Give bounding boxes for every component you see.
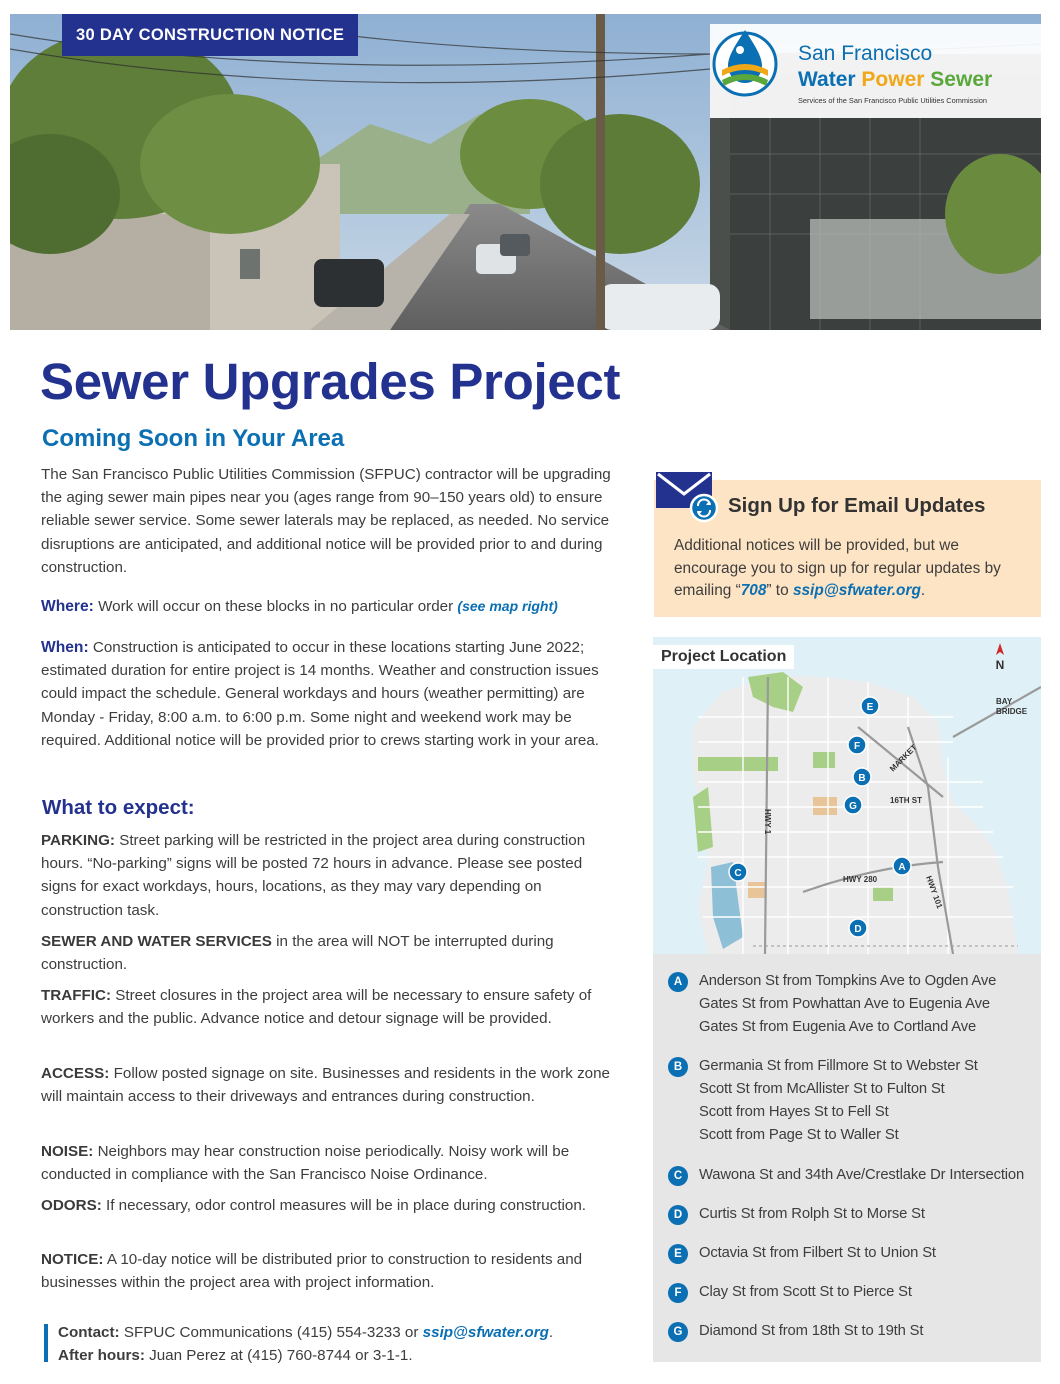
contact-block bbox=[58, 1321, 553, 1367]
expect-item-traffic bbox=[41, 984, 611, 1030]
project-location-map[interactable] bbox=[653, 637, 1041, 954]
location-line: Gates St from Powhattan Ave to Eugenia Ave bbox=[699, 996, 990, 1012]
location-badge: D bbox=[668, 1205, 688, 1225]
where-text: Work will occur on these blocks in no particular order bbox=[98, 598, 454, 615]
sf-water-power-sewer-logo bbox=[710, 24, 1041, 118]
expect-text: A 10-day notice will be distributed prior to construction to residents and businesses within the project area with project information. bbox=[41, 1251, 583, 1292]
signup-text-a: Additional notices will be provided, but we encourage you to sign up for regular updates by emailing “ bbox=[674, 537, 1001, 599]
expect-label: NOTICE: bbox=[41, 1251, 104, 1268]
expect-item-odors bbox=[41, 1194, 611, 1217]
location-line: Diamond St from 18th St to 19th St bbox=[699, 1323, 924, 1339]
map-north-label: N bbox=[995, 658, 1005, 672]
expect-text: Follow posted signage on site. Businesses and residents in the work zone will maintain access to their driveways and entrances during construction. bbox=[41, 1065, 611, 1106]
map-hwy101-label: HWY 101 bbox=[924, 874, 945, 910]
map-marker-e-label: E bbox=[866, 702, 874, 713]
expect-item-access bbox=[41, 1062, 611, 1108]
contact-label: Contact: bbox=[58, 1324, 120, 1341]
expect-item-services bbox=[41, 930, 611, 976]
map-marker-g-label: G bbox=[849, 801, 857, 812]
expect-label: NOISE: bbox=[41, 1143, 94, 1160]
location-badge: G bbox=[668, 1322, 688, 1342]
signup-text bbox=[674, 535, 1024, 603]
page-title: Sewer Upgrades Project bbox=[40, 353, 621, 410]
location-line: Germania St from Fillmore St to Webster St bbox=[699, 1058, 978, 1074]
contact-period: . bbox=[548, 1324, 554, 1341]
location-badge: C bbox=[668, 1166, 688, 1186]
hero-photo bbox=[10, 14, 1041, 330]
logo-word-power: Power bbox=[861, 68, 925, 91]
signup-code: 708 bbox=[740, 582, 767, 599]
construction-notice-banner: 30 DAY CONSTRUCTION NOTICE bbox=[62, 14, 358, 56]
expect-label: TRAFFIC: bbox=[41, 987, 112, 1004]
intro-paragraph: The San Francisco Public Utilities Commission (SFPUC) contractor will be upgrading the aging sewer main pipes near you (ages range from 90–150 years old) to ensure reliable sewer service. Some sewer laterals may be replaced, as needed. No service disruptions are anticipated, and additional notice will be provided prior to and during construction. bbox=[41, 466, 611, 576]
email-envelope-icon bbox=[655, 468, 719, 524]
map-hwy280-label: HWY 280 bbox=[843, 875, 878, 884]
where-paragraph bbox=[41, 595, 613, 618]
signup-title: Sign Up for Email Updates bbox=[728, 494, 986, 517]
contact-email-link[interactable]: ssip@sfwater.org bbox=[422, 1324, 549, 1341]
where-label: Where: bbox=[41, 598, 94, 615]
location-line: Scott St from McAllister St to Fulton St bbox=[699, 1081, 945, 1097]
after-hours-label: After hours: bbox=[58, 1347, 145, 1364]
location-line: Scott from Page St to Waller St bbox=[699, 1127, 899, 1143]
location-badge: A bbox=[668, 972, 688, 992]
location-line: Curtis St from Rolph St to Morse St bbox=[699, 1206, 925, 1222]
map-marker-f-label: F bbox=[853, 741, 861, 752]
logo-tagline: Services of the San Francisco Public Utilities Commission bbox=[798, 96, 987, 105]
expect-label: PARKING: bbox=[41, 832, 115, 849]
expect-text: Street closures in the project area will be necessary to ensure safety of workers and the public. Advance notice and detour signage will be provided. bbox=[41, 987, 592, 1028]
location-line: Anderson St from Tompkins Ave to Ogden Ave bbox=[699, 973, 997, 989]
map-marker-c-label: C bbox=[734, 868, 742, 879]
expect-label: SEWER AND WATER SERVICES bbox=[41, 933, 272, 950]
expect-item-notice bbox=[41, 1248, 611, 1294]
project-location-label: Project Location bbox=[653, 645, 794, 669]
expect-item-parking bbox=[41, 829, 611, 922]
after-hours-text: Juan Perez at (415) 760-8744 or 3-1-1. bbox=[149, 1347, 413, 1364]
location-line: Gates St from Eugenia Ave to Cortland Ave bbox=[699, 1019, 977, 1035]
page-subtitle: Coming Soon in Your Area bbox=[42, 425, 345, 452]
expect-text: in the area will NOT be interrupted during construction. bbox=[41, 933, 554, 974]
location-badge: F bbox=[668, 1283, 688, 1303]
what-to-expect-heading: What to expect: bbox=[42, 796, 195, 819]
after-hours-line bbox=[58, 1344, 553, 1367]
map-bay-bridge-label-2: BRIDGE bbox=[996, 707, 1028, 716]
location-line: Octavia St from Filbert St to Union St bbox=[699, 1245, 936, 1261]
signup-email-link[interactable]: ssip@sfwater.org bbox=[792, 582, 921, 599]
logo-word-water: Water bbox=[798, 68, 856, 91]
map-market-label: MARKET bbox=[888, 742, 919, 774]
water-drop-logo-icon bbox=[710, 24, 780, 98]
map-marker-b-label: B bbox=[858, 773, 866, 784]
expect-text: If necessary, odor control measures will be in place during construction. bbox=[105, 1197, 587, 1214]
location-line: Clay St from Scott St to Pierce St bbox=[699, 1284, 912, 1300]
when-text: Construction is anticipated to occur in these locations starting June 2022; estimated duration for entire project is 14 months. Weather and construction issues could impact the schedule. General workdays and hours (weather permitting) are Monday - Friday, 8:00 a.m. to 6:00 p.m. Some night and weekend work may be required. Additional notice will be provided prior to crews starting work in your area. bbox=[41, 639, 599, 749]
map-bay-bridge-label-1: BAY bbox=[996, 697, 1013, 706]
when-paragraph bbox=[41, 636, 613, 752]
when-label: When: bbox=[41, 639, 89, 656]
expect-text: Neighbors may hear construction noise periodically. Noisy work will be conducted in compliance with the San Francisco Noise Ordinance. bbox=[41, 1143, 570, 1184]
location-badge: B bbox=[668, 1057, 688, 1077]
expect-text: Street parking will be restricted in the project area during construction hours. “No-parking” signs will be posted 72 hours in advance. Please see posted signs for exact workdays, hours, locations, as they may vary depending on construction task. bbox=[41, 832, 586, 919]
contact-text: SFPUC Communications (415) 554-3233 or bbox=[123, 1324, 419, 1341]
sf-map-illustration bbox=[653, 637, 1041, 954]
contact-accent-bar bbox=[44, 1324, 48, 1362]
expect-label: ACCESS: bbox=[41, 1065, 110, 1082]
map-16th-st-label: 16TH ST bbox=[890, 796, 923, 805]
location-line: Scott from Hayes St to Fell St bbox=[699, 1104, 889, 1120]
logo-word-sewer: Sewer bbox=[930, 68, 993, 91]
logo-services-text bbox=[798, 68, 992, 92]
contact-line bbox=[58, 1321, 553, 1344]
signup-text-c: . bbox=[920, 582, 926, 599]
signup-text-b: ” to bbox=[766, 582, 789, 599]
expect-item-noise bbox=[41, 1140, 611, 1186]
expect-label: ODORS: bbox=[41, 1197, 102, 1214]
map-marker-d-label: D bbox=[854, 924, 862, 935]
map-marker-a-label: A bbox=[898, 862, 906, 873]
see-map-link[interactable]: (see map right) bbox=[457, 598, 558, 614]
location-badge: E bbox=[668, 1244, 688, 1264]
location-line: Wawona St and 34th Ave/Crestlake Dr Intersection bbox=[699, 1167, 1025, 1183]
map-hwy1-label: HWY 1 bbox=[763, 809, 772, 835]
logo-city-text: San Francisco bbox=[798, 42, 933, 65]
